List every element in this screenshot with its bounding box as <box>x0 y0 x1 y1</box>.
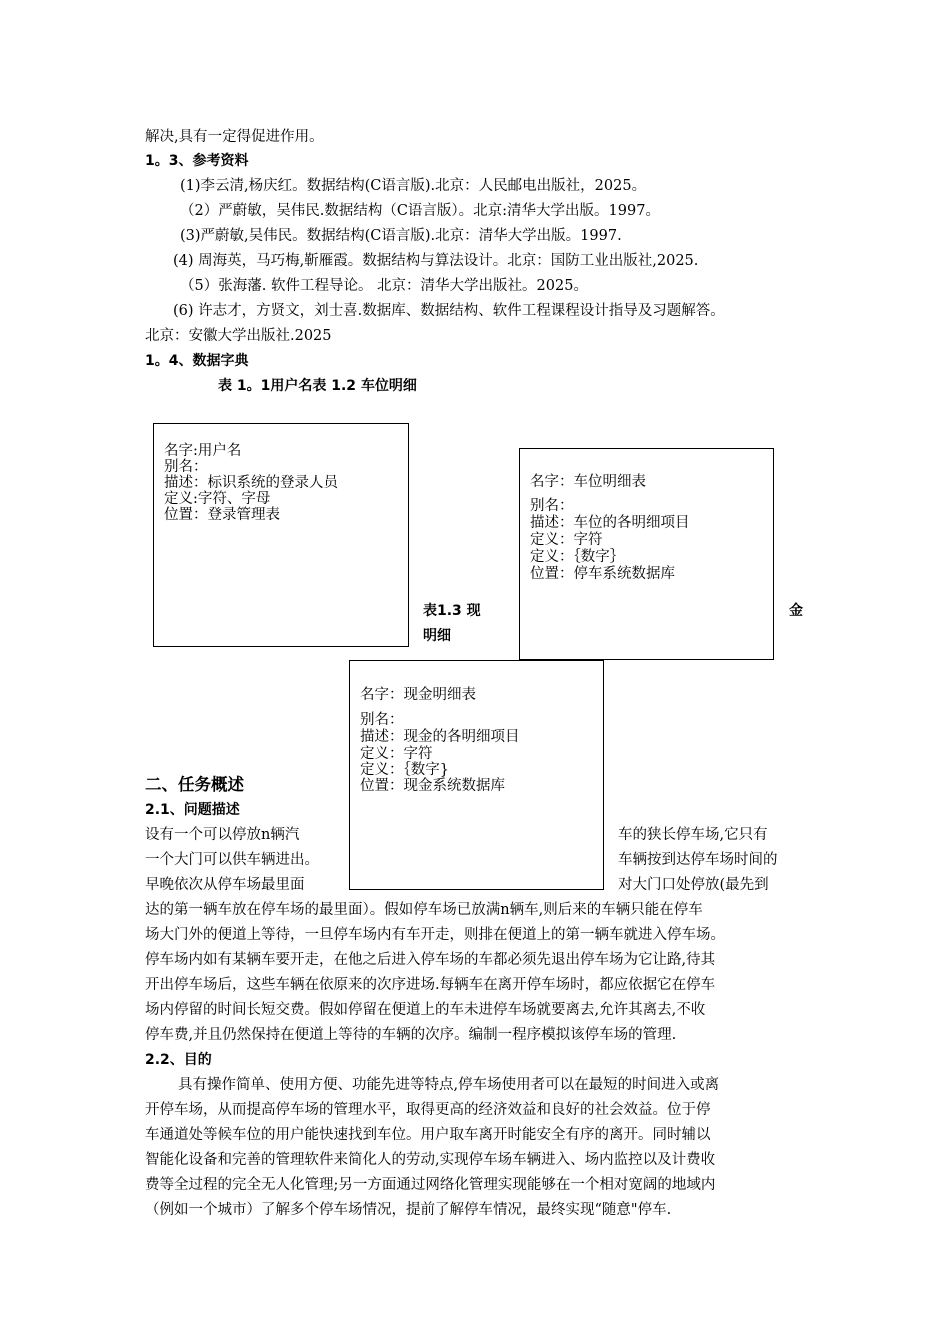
reference-item: （2）严蔚敏，吴伟民.数据结构（C语言版）。北京:清华大学出版。1997。 <box>180 203 660 219</box>
paragraph-line: 对大门口处停放(最先到 <box>618 877 769 893</box>
paragraph-line: 车辆按到达停车场时间的 <box>618 852 778 868</box>
box-line: 描述：现金的各明细项目 <box>360 729 520 745</box>
cash-detail-box <box>349 660 604 890</box>
paragraph-line: 停车场内如有某辆车要开走，在他之后进入停车场的车都必须先退出停车场为它让路,待其 <box>145 952 716 968</box>
reference-item: (4) 周海英，马巧梅,靳雁霞。数据结构与算法设计。北京：国防工业出版社,2025. <box>173 253 699 269</box>
box-line: 名字:用户名 <box>164 443 242 459</box>
paragraph-line: 车通道处等候车位的用户能快速找到车位。用户取车离开时能安全有序的离开。同时辅以 <box>145 1127 711 1143</box>
paragraph-line: 智能化设备和完善的管理软件来简化人的劳动,实现停车场车辆进入、场内监控以及计费收 <box>145 1152 716 1168</box>
box-line: 位置：停车系统数据库 <box>530 566 675 582</box>
paragraph-line: 场内停留的时间长短交费。假如停留在便道上的车未进停车场就要离去,允许其离去,不收 <box>145 1002 706 1018</box>
paragraph-line: 场大门外的便道上等待，一旦停车场内有车开走，则排在便道上的第一辆车就进入停车场。 <box>145 927 725 943</box>
box-line: 名字：现金明细表 <box>360 687 476 703</box>
paragraph-line: 具有操作简单、使用方便、功能先进等特点,停车场使用者可以在最短的时间进入或离 <box>178 1077 720 1093</box>
table-caption: 表 1。1用户名表 1.2 车位明细 <box>218 378 417 394</box>
box-line: 名字：车位明细表 <box>530 474 646 490</box>
box-line: 定义:字符、字母 <box>164 491 271 507</box>
user-table-box <box>153 423 409 647</box>
reference-item: （5）张海藩. 软件工程导论。 北京：清华大学出版社。2025。 <box>180 278 588 294</box>
box-line: 描述：车位的各明细项目 <box>530 515 690 531</box>
box-line: 别名： <box>530 498 574 514</box>
paragraph-line: 车的狭长停车场,它只有 <box>618 827 768 843</box>
paragraph-line: 早晚依次从停车场最里面 <box>145 877 305 893</box>
box-line: 定义：字符 <box>360 746 433 762</box>
box-line: 别名： <box>164 459 208 475</box>
paragraph-line: 开停车场，从而提高停车场的管理水平，取得更高的经济效益和良好的社会效益。位于停 <box>145 1102 711 1118</box>
box-line: 别名： <box>360 712 404 728</box>
paragraph-line: 开出停车场后，这些车辆在依原来的次序进场.每辆车在离开停车场时，都应依据它在停车 <box>145 977 716 993</box>
paragraph-line: （例如一个城市）了解多个停车场情况，提前了解停车情况，最终实现“随意"停车. <box>145 1202 672 1218</box>
table-1-3-caption-a: 表1.3 现 <box>423 603 481 619</box>
box-line: 位置：现金系统数据库 <box>360 778 505 794</box>
paragraph-line: 费等全过程的完全无人化管理;另一方面通过网络化管理实现能够在一个相对宽阔的地域内 <box>145 1177 716 1193</box>
reference-item: 北京：安徽大学出版社.2025 <box>145 328 332 344</box>
paragraph-line: 停车费,并且仍然保持在便道上等待的车辆的次序。编制一程序模拟该停车场的管理. <box>145 1027 677 1043</box>
box-line: 位置：登录管理表 <box>164 507 280 523</box>
paragraph-line: 设有一个可以停放n辆汽 <box>145 827 300 843</box>
reference-item: (3)严蔚敏,吴伟民。数据结构(C语言版).北京：清华大学出版。1997. <box>180 228 622 244</box>
table-1-3-caption-b: 明细 <box>423 628 451 644</box>
box-line: 定义：｛数字｝ <box>530 549 625 565</box>
section-1-3-heading: 1。3、参考资料 <box>145 153 249 169</box>
paragraph-line: 达的第一辆车放在停车场的最里面）。假如停车场已放满n辆车,则后来的车辆只能在停车 <box>145 902 703 918</box>
table-1-3-caption-c: 金 <box>789 603 803 619</box>
box-line: 定义：字符 <box>530 532 603 548</box>
section-1-4-heading: 1。4、数据字典 <box>145 353 249 369</box>
reference-item: (6) 许志才，方贤文，刘士喜.数据库、数据结构、软件工程课程设计指导及习题解答。 <box>173 303 725 319</box>
section-2-1-heading: 2.1、问题描述 <box>145 802 240 818</box>
reference-item: (1)李云清,杨庆红。数据结构(C语言版).北京：人民邮电出版社，2025。 <box>180 178 647 194</box>
box-line: 描述：标识系统的登录人员 <box>164 475 338 491</box>
box-line: 定义：｛数字} <box>360 762 449 778</box>
section-2-heading: 二、任务概述 <box>145 775 244 794</box>
intro-line: 解决,具有一定得促进作用。 <box>145 129 324 145</box>
paragraph-line: 一个大门可以供车辆进出。 <box>145 852 319 868</box>
section-2-2-heading: 2.2、目的 <box>145 1052 212 1068</box>
parking-detail-box <box>519 448 774 660</box>
